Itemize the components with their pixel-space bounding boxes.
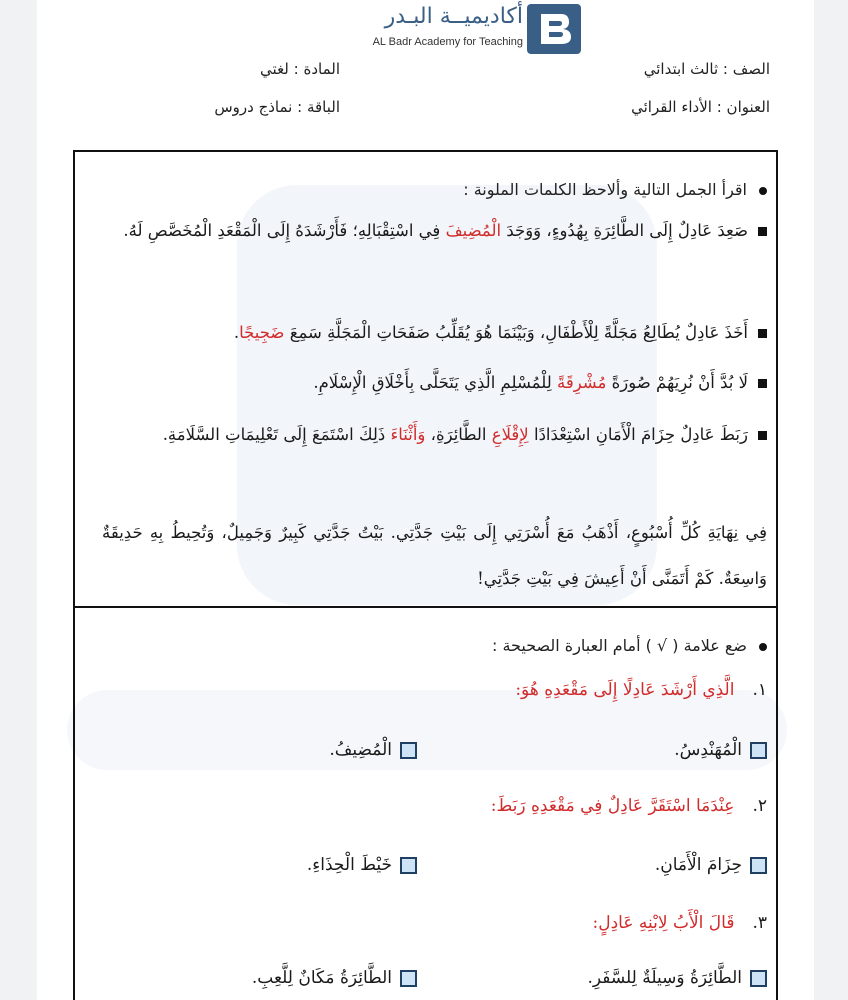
grade-label: الصف : ثالث ابتدائي: [643, 60, 770, 78]
sentence-1: صَعِدَ عَادِلٌ إِلَى الطَّائِرَةِ بِهُدُوءٍ، وَوَجَدَ الْمُضِيفَ فِي اسْتِقْبَالِهِ؛ فَأَرْشَدَهُ إِلَى الْمَقْعَدِ الْمُخَصَّصِ لَهُ.: [102, 204, 767, 258]
option-1b[interactable]: الْمُضِيفُ.: [329, 740, 417, 760]
square-bullet-icon: [758, 379, 767, 388]
checkbox[interactable]: [400, 970, 417, 987]
section2-instruction: ضع علامة ( √ ) أمام العبارة الصحيحة :: [492, 636, 767, 655]
logo-arabic-text: أكاديميــة البـدر: [384, 4, 523, 29]
left-rule: [73, 150, 75, 1000]
option-2b[interactable]: خَيْطَ الْحِذَاءِ.: [307, 855, 417, 875]
option-3a[interactable]: الطَّائِرَةُ وَسِيلَةٌ لِلسَّفَرِ.: [587, 968, 767, 988]
square-bullet-icon: [758, 227, 767, 236]
checkbox[interactable]: [750, 857, 767, 874]
square-bullet-icon: [758, 431, 767, 440]
title-label: العنوان : الأداء القرائي: [631, 98, 770, 116]
sentence-3: لَا بُدَّ أَنْ نُرِيَهُمْ صُورَةً مُشْرِقَةً لِلْمُسْلِمِ الَّذِي يَتَحَلَّى بِأَخْلَاقِ الْإِسْلَامِ.: [102, 356, 767, 410]
middle-rule: [73, 606, 778, 608]
right-rule: [776, 150, 778, 1000]
checkbox[interactable]: [750, 742, 767, 759]
academy-logo: [305, 4, 585, 54]
highlight-word: مُشْرِقَةً: [556, 373, 607, 392]
highlight-word: ضَجِيجًا: [239, 323, 285, 342]
question-2: ٢.عِنْدَمَا اسْتَقَرَّ عَادِلٌ فِي مَقْعَدِهِ رَبَطَ:: [490, 796, 767, 816]
top-rule: [73, 150, 778, 152]
sentence-2: أَخَذَ عَادِلٌ يُطَالِعُ مَجَلَّةً لِلْأَطْفَالِ، وَبَيْنَمَا هُوَ يُقَلِّبُ صَفَحَاتِ الْمَجَلَّةِ سَمِعَ ضَجِيجًا.: [102, 306, 767, 360]
bullet-dot-icon: [759, 187, 767, 195]
highlight-word: الْمُضِيفَ: [445, 221, 502, 240]
option-2a[interactable]: حِزَامَ الْأَمَانِ.: [655, 855, 767, 875]
section1-instruction: اقرأ الجمل التالية وألاحظ الكلمات الملونة :: [463, 180, 767, 199]
highlight-word: لِإِقْلَاعِ: [491, 425, 529, 444]
worksheet-page: [37, 0, 814, 1000]
logo-mark: [527, 4, 581, 54]
logo-english-text: AL Badr Academy for Teaching: [372, 36, 523, 48]
square-bullet-icon: [758, 329, 767, 338]
option-3b[interactable]: الطَّائِرَةُ مَكَانٌ لِلَّعِبِ.: [252, 968, 417, 988]
subject-label: المادة : لغتي: [260, 60, 340, 78]
package-label: الباقة : نماذج دروس: [214, 98, 340, 116]
sentence-4: رَبَطَ عَادِلٌ حِزَامَ الْأَمَانِ اسْتِعْدَادًا لِإِقْلَاعِ الطَّائِرَةِ، وَأَثْنَاءَ ذَلِكَ اسْتَمَعَ إِلَى تَعْلِيمَاتِ السَّلَامَةِ.: [102, 408, 767, 462]
checkbox[interactable]: [400, 742, 417, 759]
option-1a[interactable]: الْمُهَنْدِسُ.: [674, 740, 767, 760]
reading-paragraph: فِي نِهَايَةِ كُلِّ أُسْبُوعٍ، أَذْهَبُ مَعَ أُسْرَتِي إِلَى بَيْتِ جَدَّتِي. بَيْتُ جَدَّتِي كَبِيرٌ وَجَمِيلٌ، وَتُحِيطُ بِهِ حَدِيقَةٌ وَاسِعَةٌ. كَمْ أَتَمَنَّى أَنْ أَعِيشَ فِي بَيْتِ جَدَّتِي!: [102, 523, 767, 588]
question-3: ٣.قَالَ الْأَبُ لِابْنِهِ عَادِلٍ:: [592, 913, 767, 933]
bullet-dot-icon: [759, 643, 767, 651]
checkbox[interactable]: [400, 857, 417, 874]
question-1: ١.الَّذِي أَرْشَدَ عَادِلًا إِلَى مَقْعَدِهِ هُوَ:: [515, 680, 767, 700]
highlight-word: وَأَثْنَاءَ: [390, 425, 426, 444]
checkbox[interactable]: [750, 970, 767, 987]
